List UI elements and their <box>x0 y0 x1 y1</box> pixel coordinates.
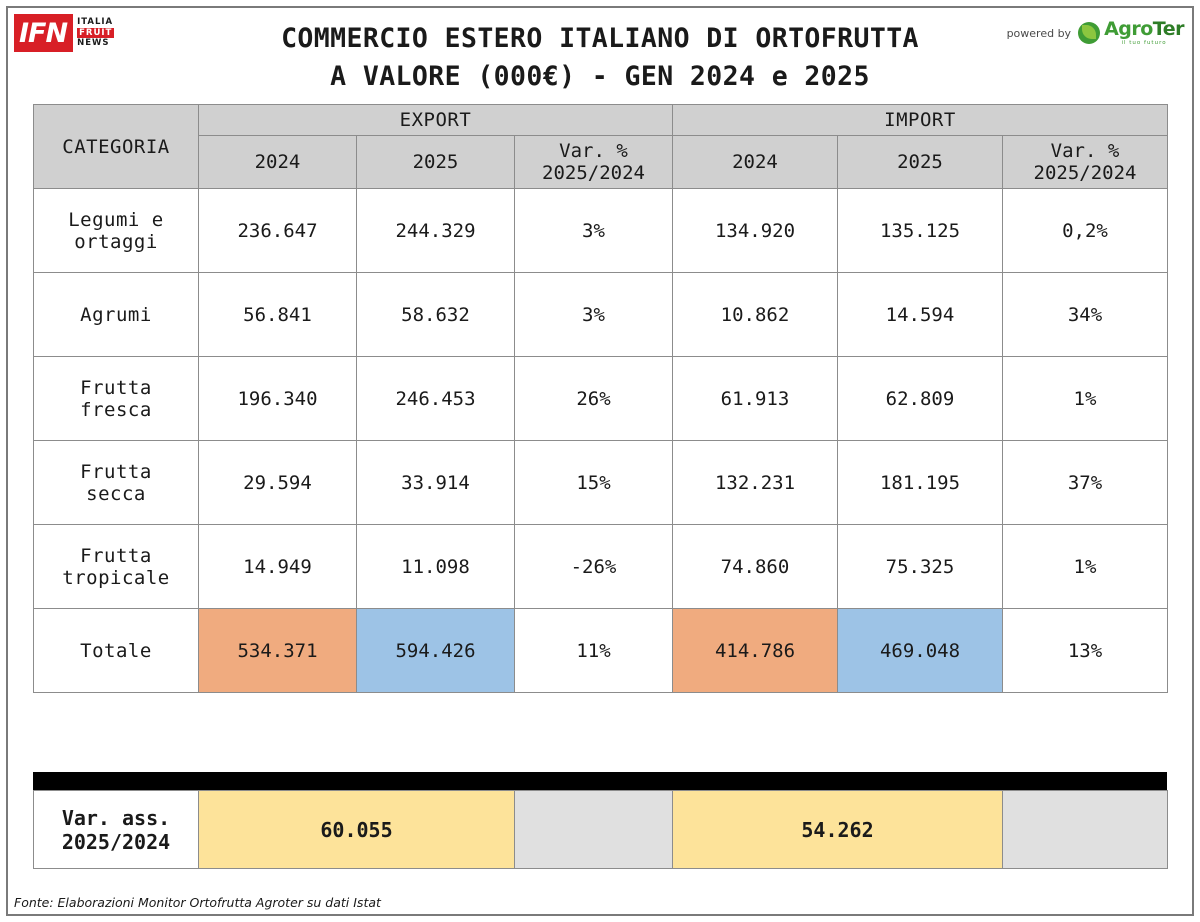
row-category <box>34 441 199 525</box>
partner-tagline: il tuo futuro <box>1121 40 1167 46</box>
logo-word-italia: ITALIA <box>77 17 114 28</box>
cell-export-2025: 246.453 <box>357 357 515 441</box>
column-header-import-var-line1: Var. % <box>1050 140 1120 162</box>
row-label-var-abs-line1: Var. ass. <box>61 805 171 830</box>
cell-export-2025: 33.914 <box>357 441 515 525</box>
cell-export-2024: 14.949 <box>199 525 357 609</box>
row-category-total: Totale <box>34 609 199 693</box>
cell-import-2025: 14.594 <box>838 273 1003 357</box>
table-header-row-subs <box>34 136 1168 189</box>
row-category <box>34 357 199 441</box>
logo-ifn <box>14 14 114 52</box>
column-header-export-var-line1: Var. % <box>559 140 628 162</box>
logo-mark: IFN <box>14 14 73 52</box>
source-note: Fonte: Elaborazioni Monitor Ortofrutta Agroter su dati Istat <box>14 895 381 910</box>
cell-total-import-2025: 469.048 <box>838 609 1003 693</box>
column-header-export-2025: 2025 <box>357 136 515 189</box>
cell-export-2024: 56.841 <box>199 273 357 357</box>
row-category <box>34 189 199 273</box>
cell-import-2025: 62.809 <box>838 357 1003 441</box>
table-header-row-groups <box>34 105 1168 136</box>
table-row <box>34 189 1168 273</box>
table-row-var-abs <box>34 791 1168 869</box>
cell-var-abs-import-blank <box>1003 791 1168 869</box>
cell-export-var: -26% <box>515 525 673 609</box>
column-header-import-var <box>1003 136 1168 189</box>
partner-wordmark <box>1104 20 1184 39</box>
cell-export-var: 15% <box>515 441 673 525</box>
cell-import-2024: 74.860 <box>673 525 838 609</box>
cell-export-2025: 244.329 <box>357 189 515 273</box>
column-header-export-var <box>515 136 673 189</box>
separator-band <box>33 772 1167 790</box>
table-row <box>34 273 1168 357</box>
cell-import-2025: 135.125 <box>838 189 1003 273</box>
logo-word-fruit: FRUIT <box>79 27 113 38</box>
cell-var-abs-import: 54.262 <box>673 791 1003 869</box>
row-category-line2: fresca <box>80 398 152 421</box>
partner-logo-agroter <box>1078 20 1184 46</box>
cell-export-2025: 11.098 <box>357 525 515 609</box>
cell-import-2025: 181.195 <box>838 441 1003 525</box>
table-row-total <box>34 609 1168 693</box>
table-row <box>34 357 1168 441</box>
powered-by-label: powered by <box>1006 26 1072 40</box>
page-title-line2: A VALORE (000€) - GEN 2024 e 2025 <box>330 60 870 92</box>
header <box>8 8 1192 94</box>
cell-export-var: 3% <box>515 273 673 357</box>
row-category-line2: tropicale <box>62 566 170 589</box>
row-category-line2: ortaggi <box>74 230 158 253</box>
table-row <box>34 441 1168 525</box>
cell-total-export-var: 11% <box>515 609 673 693</box>
leaf-icon <box>1078 22 1100 44</box>
row-category-line1: Frutta <box>80 376 152 399</box>
column-header-export-2024: 2024 <box>199 136 357 189</box>
cell-total-import-2024: 414.786 <box>673 609 838 693</box>
column-header-export-var-line2: 2025/2024 <box>542 162 645 184</box>
cell-import-var: 37% <box>1003 441 1168 525</box>
cell-export-var: 26% <box>515 357 673 441</box>
cell-import-var: 0,2% <box>1003 189 1168 273</box>
cell-export-2024: 29.594 <box>199 441 357 525</box>
powered-by-block <box>1007 20 1184 46</box>
row-label-var-abs-line2: 2025/2024 <box>61 829 171 854</box>
cell-var-abs-export-blank <box>515 791 673 869</box>
cell-export-2025: 58.632 <box>357 273 515 357</box>
column-header-import-2024: 2024 <box>673 136 838 189</box>
row-category-line2: secca <box>86 482 146 505</box>
cell-export-var: 3% <box>515 189 673 273</box>
cell-import-var: 1% <box>1003 357 1168 441</box>
cell-import-2024: 132.231 <box>673 441 838 525</box>
variation-absolute-table <box>33 790 1168 869</box>
cell-import-var: 34% <box>1003 273 1168 357</box>
trade-data-table <box>33 104 1168 693</box>
cell-var-abs-export: 60.055 <box>199 791 515 869</box>
page-title-line1: COMMERCIO ESTERO ITALIANO DI ORTOFRUTTA <box>281 23 919 54</box>
row-category-line1: Agrumi <box>80 303 152 326</box>
partner-name-a: Agro <box>1104 18 1153 40</box>
cell-import-var: 1% <box>1003 525 1168 609</box>
cell-total-export-2025: 594.426 <box>357 609 515 693</box>
cell-total-export-2024: 534.371 <box>199 609 357 693</box>
partner-name-b: Ter <box>1152 18 1184 40</box>
row-category <box>34 525 199 609</box>
cell-import-2024: 10.862 <box>673 273 838 357</box>
row-category-line1: Frutta <box>80 460 152 483</box>
cell-total-import-var: 13% <box>1003 609 1168 693</box>
column-header-category: CATEGORIA <box>34 105 199 189</box>
row-label-var-abs <box>34 791 199 869</box>
column-header-import-var-line2: 2025/2024 <box>1033 162 1137 184</box>
row-category <box>34 273 199 357</box>
column-group-export: EXPORT <box>199 105 673 136</box>
cell-import-2024: 61.913 <box>673 357 838 441</box>
cell-export-2024: 196.340 <box>199 357 357 441</box>
cell-import-2024: 134.920 <box>673 189 838 273</box>
table-row <box>34 525 1168 609</box>
cell-import-2025: 75.325 <box>838 525 1003 609</box>
cell-export-2024: 236.647 <box>199 189 357 273</box>
logo-word-news: NEWS <box>77 38 110 49</box>
logo-wordmark <box>77 14 114 52</box>
row-category-line1: Legumi e <box>68 208 164 231</box>
column-group-import: IMPORT <box>673 105 1168 136</box>
column-header-import-2025: 2025 <box>838 136 1003 189</box>
row-category-line1: Frutta <box>80 544 152 567</box>
